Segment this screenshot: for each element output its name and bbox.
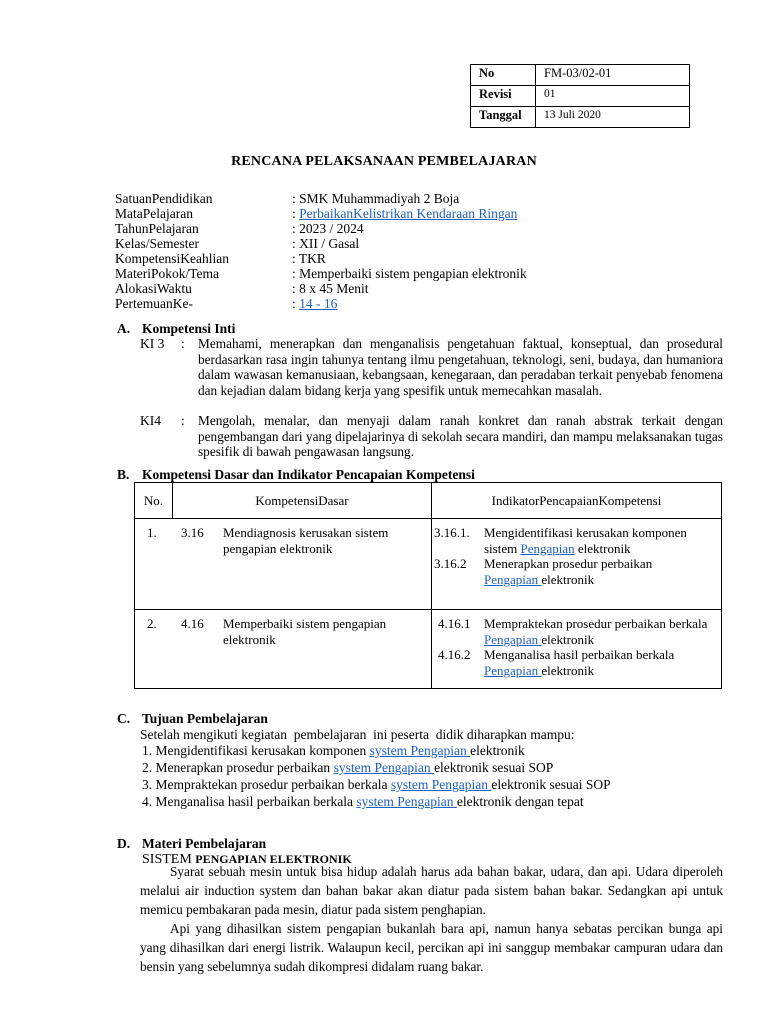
section-title: Kompetensi Dasar dan Indikator Pencapaian Kompetensi [142,467,475,482]
identity-value-text: : Memperbaiki sistem pengapian elektronik [292,266,527,281]
identity-value-text: : [292,296,300,311]
indicator-text [484,525,709,556]
list-text-a: Mempraktekan prosedur perbaikan berkala [155,777,391,792]
identity-value-text: : SMK Muhammadiyah 2 Boja [292,191,460,206]
materi-paragraph: Syarat sebuah mesin untuk bisa hidup adalah harus ada bahan bakar, udara, dan api. Udara diperoleh melalui air induction system dan bahan bakar akan diatur pada sistem bahan bakar. Sedangkan api untuk memicu pembakaran pada mesin, diatur pada sistem penghapian. [140,864,723,917]
identity-value-text: : TKR [292,251,326,266]
kd-code: 4.16 [181,616,204,631]
identity-label: MataPelajaran [115,206,193,221]
subject-link[interactable]: PerbaikanKelistrikan Kendaraan Ringan [299,206,518,221]
indicator-item [432,525,721,556]
indicator-cell [432,610,722,689]
kd-cell [135,610,432,689]
system-pengapian-link[interactable]: system Pengapian [390,777,492,792]
indicator-text [484,616,709,647]
form-info-table [470,64,690,128]
indicator-code: 4.16.1 [438,616,471,631]
list-text-b: elektronik sesuai SOP [434,760,554,775]
meeting-link[interactable]: 14 - 16 [299,296,338,311]
section-a-heading [117,321,235,337]
identity-label: MateriPokok/Tema [115,266,220,281]
indicator-text-a: Menganalisa hasil perbaikan berkala [484,647,675,662]
indicator-text-b: elektronik [541,631,595,647]
pengapian-link[interactable]: Pengapian [484,571,542,587]
subtitle-part-b: PENGAPIAN ELEKTRONIK [195,852,352,866]
indicator-text-a: Mempraktekan prosedur perbaikan berkala [484,616,708,631]
document-title: RENCANA PELAKSANAAN PEMBELAJARAN [231,154,537,169]
column-header: No. [135,483,173,519]
section-letter: D. [117,836,131,851]
identity-value [292,281,369,296]
identity-value-text: : XII / Gasal [292,236,360,251]
identity-value [292,191,459,206]
competency-table [134,482,722,689]
section-d-heading [117,836,266,852]
table-header-row [135,483,722,519]
ki-text: Mengolah, menalar, dan menyaji dalam ranah konkret dan ranah abstrak terkait dengan pengembangan dari yang dipelajarinya di sekolah secara mandiri, dan mampu melaksanakan tugas spesifik di bawah pengawasan langsung. [198,413,723,459]
list-item [142,777,611,793]
form-row [471,107,690,128]
list-text-a: Mengidentifikasi kerusakan komponen [155,743,370,758]
identity-row [115,281,675,296]
indicator-item [432,616,721,647]
list-text-b: elektronik dengan tepat [456,794,584,809]
section-title: Kompetensi Inti [142,321,236,336]
form-row [471,86,690,107]
identity-row [115,206,675,221]
identity-label: TahunPelajaran [115,221,199,236]
table-row [135,519,722,610]
indicator-text [484,556,709,587]
section-title: Materi Pembelajaran [142,836,267,851]
indicator-cell [432,519,722,610]
row-number: 2. [147,616,157,631]
form-value: FM-03/02-01 [536,65,690,86]
kd-cell [135,519,432,610]
indicator-item [432,647,721,678]
list-number: 3. [142,777,153,792]
ki-text: Memahami, menerapkan dan menganalisis pengetahuan faktual, konseptual, dan prosedural berdasarkan rasa ingin tahunya tentang ilmu pengetahuan, teknologi, seni, budaya, dan humaniora dalam wawasan kemanusiaan, kebangsaan, kenegaraan, dan peradaban terkait penyebab fenomena dan kejadian dalam bidang kerja yang spesifik untuk memecahkan masalah. [198,336,723,398]
list-item [142,743,525,759]
ki-colon: : [181,336,185,351]
indicator-code: 3.16.1. [434,525,470,540]
ki-colon: : [181,413,185,428]
identity-value-text: : [292,206,300,221]
materi-paragraph: Api yang dihasilkan sistem pengapian bukanlah bara api, namun hanya sebatas percikan bunga api yang dihasilkan dari energi listrik. Walaupun kecil, percikan api ini sanggup membakar campuran udara dan bensin yang sebelumnya sudah dikompresi didalam ruang bakar. [140,921,723,974]
system-pengapian-link[interactable]: system Pengapian [369,743,471,758]
section-letter: A. [117,321,131,336]
system-pengapian-link[interactable]: system Pengapian [333,760,435,775]
indicator-text-b: elektronik [541,662,595,678]
section-c-heading [117,711,268,727]
kd-text: Mendiagnosis kerusakan sistem pengapian elektronik [223,525,389,556]
table-row [135,610,722,689]
column-header: KompetensiDasar [173,483,432,519]
ki-code: KI4 [140,413,161,428]
form-row [471,65,690,86]
identity-label: Kelas/Semester [115,236,199,251]
list-text-a: Menerapkan prosedur perbaikan [155,760,334,775]
indicator-item [432,556,721,587]
column-header: IndikatorPencapaianKompetensi [432,483,722,519]
form-key: Revisi [471,86,536,107]
identity-row [115,266,675,281]
identity-row [115,296,675,311]
indicator-text-a: Mengidentifikasi kerusakan komponen sistem [484,525,687,556]
list-number: 1. [142,743,153,758]
pengapian-link[interactable]: Pengapian [484,662,542,678]
identity-row [115,251,675,266]
identity-value [292,206,517,221]
identity-value [292,221,364,236]
form-key: Tanggal [471,107,536,128]
indicator-code: 3.16.2 [434,556,467,571]
row-number: 1. [147,525,157,540]
list-text-a: Menganalisa hasil perbaikan berkala [155,794,357,809]
identity-value [292,251,326,266]
list-text-b: elektronik [470,743,525,758]
tujuan-intro: Setelah mengikuti kegiatan pembelajaran ini peserta didik diharapkan mampu: [140,727,575,742]
identity-value-text: : 8 x 45 Menit [292,281,369,296]
indicator-text-a: Menerapkan prosedur perbaikan [484,556,653,571]
identity-label: PertemuanKe- [115,296,193,311]
form-value: 01 [536,86,690,107]
section-letter: C. [117,711,131,726]
list-number: 4. [142,794,153,809]
list-text-b: elektronik sesuai SOP [491,777,611,792]
indicator-text-b: elektronik [574,540,631,556]
identity-label: SatuanPendidikan [115,191,213,206]
identity-row [115,191,675,206]
identity-value-text: : 2023 / 2024 [292,221,364,236]
identity-value [292,236,359,251]
identity-row [115,221,675,236]
identity-label: AlokasiWaktu [115,281,192,296]
pengapian-link[interactable]: Pengapian [520,540,575,556]
identity-label: KompetensiKeahlian [115,251,229,266]
system-pengapian-link[interactable]: system Pengapian [356,794,457,809]
list-item [142,794,584,810]
form-key: No [471,65,536,86]
pengapian-link[interactable]: Pengapian [484,631,542,647]
section-letter: B. [117,467,130,482]
kd-text: Memperbaiki sistem pengapian elektronik [223,616,387,647]
identity-value [292,296,337,311]
identity-value [292,266,527,281]
section-b-heading [117,467,475,483]
indicator-text-b: elektronik [541,571,595,587]
subtitle-part-a: SISTEM [142,852,196,867]
indicator-code: 4.16.2 [438,647,471,662]
identity-row [115,236,675,251]
list-number: 2. [142,760,153,775]
form-value: 13 Juli 2020 [536,107,690,128]
list-item [142,760,553,776]
section-title: Tujuan Pembelajaran [142,711,268,726]
indicator-text [484,647,709,678]
kd-code: 3.16 [181,525,204,540]
ki-code: KI 3 [140,336,165,351]
